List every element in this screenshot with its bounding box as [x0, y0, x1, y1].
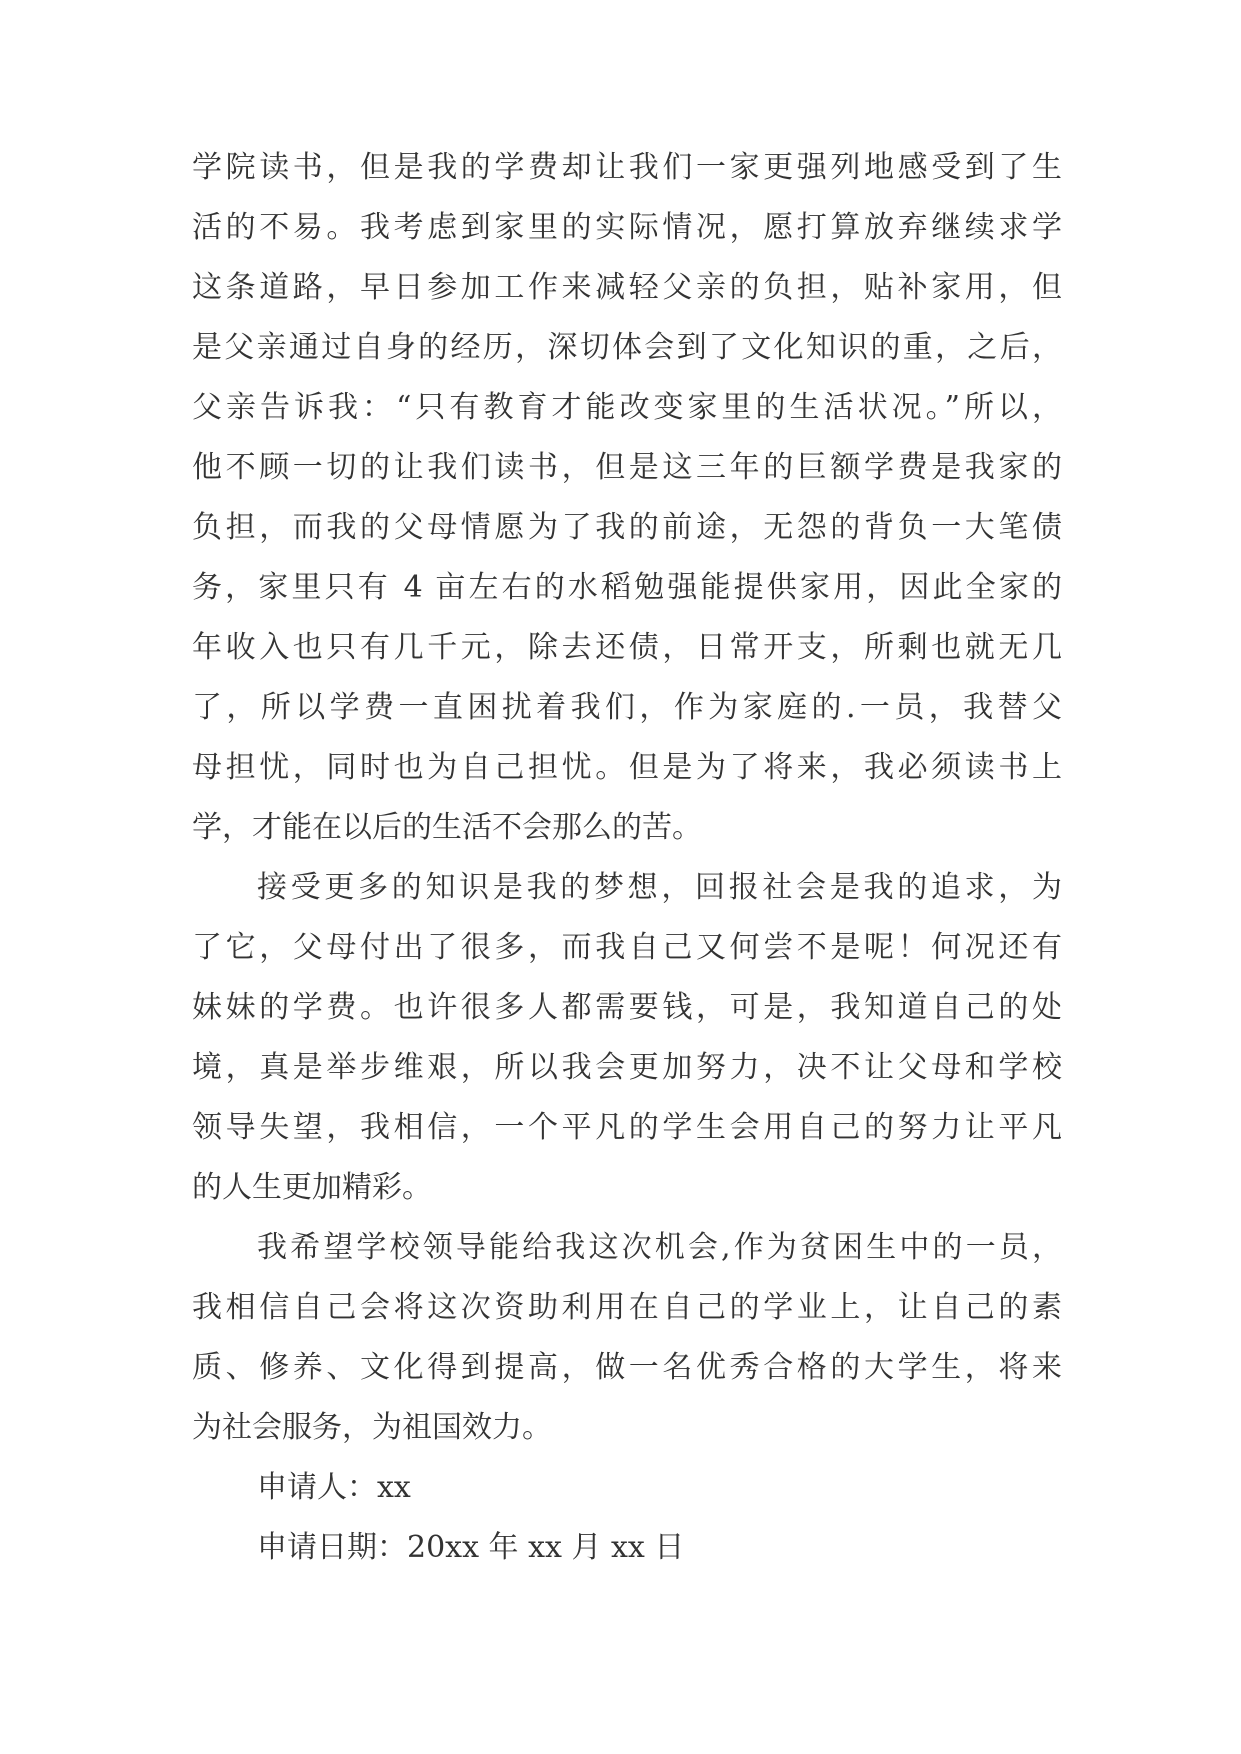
- paragraph-2-line-6: 的人生更加精彩。: [192, 1170, 432, 1205]
- paragraph-3-line-1: 我希望学校领导能给我这次机会,作为贫困生中的一员，: [257, 1230, 1062, 1265]
- applicant-line: 申请人：xx: [257, 1470, 411, 1505]
- paragraph-2-line-1: 接受更多的知识是我的梦想，回报社会是我的追求，为: [257, 870, 1062, 905]
- paragraph-1-line-11: 母担忧，同时也为自己担忧。但是为了将来，我必须读书上: [192, 750, 1062, 785]
- paragraph-1-line-6: 他不顾一切的让我们读书，但是这三年的巨额学费是我家的: [192, 450, 1062, 485]
- paragraph-2-line-5: 领导失望，我相信，一个平凡的学生会用自己的努力让平凡: [192, 1110, 1062, 1145]
- paragraph-1-line-1: 学院读书，但是我的学费却让我们一家更强列地感受到了生: [192, 150, 1062, 185]
- paragraph-1-line-2: 活的不易。我考虑到家里的实际情况，愿打算放弃继续求学: [192, 210, 1062, 245]
- paragraph-3-line-2: 我相信自己会将这次资助利用在自己的学业上，让自己的素: [192, 1290, 1062, 1325]
- paragraph-1-line-3: 这条道路，早日参加工作来减轻父亲的负担，贴补家用，但: [192, 270, 1062, 305]
- application-date-line: 申请日期：20xx 年 xx 月 xx 日: [257, 1530, 685, 1565]
- paragraph-1-line-7: 负担，而我的父母情愿为了我的前途，无怨的背负一大笔债: [192, 510, 1062, 545]
- paragraph-3-line-4: 为社会服务，为祖国效力。: [192, 1410, 552, 1445]
- paragraph-1-line-4: 是父亲通过自身的经历，深切体会到了文化知识的重，之后，: [192, 330, 1062, 365]
- paragraph-1-line-8: 务，家里只有 4 亩左右的水稻勉强能提供家用，因此全家的: [192, 570, 1062, 605]
- paragraph-2-line-4: 境，真是举步维艰，所以我会更加努力，决不让父母和学校: [192, 1050, 1062, 1085]
- paragraph-1-line-9: 年收入也只有几千元，除去还债，日常开支，所剩也就无几: [192, 630, 1062, 665]
- paragraph-1-line-5: 父亲告诉我：“只有教育才能改变家里的生活状况。”所以，: [192, 390, 1062, 425]
- paragraph-2-line-3: 妹妹的学费。也许很多人都需要钱，可是，我知道自己的处: [192, 990, 1062, 1025]
- paragraph-1-line-12: 学，才能在以后的生活不会那么的苦。: [192, 810, 702, 845]
- paragraph-2-line-2: 了它，父母付出了很多，而我自己又何尝不是呢！何况还有: [192, 930, 1062, 965]
- paragraph-3-line-3: 质、修养、文化得到提高，做一名优秀合格的大学生，将来: [192, 1350, 1062, 1385]
- paragraph-1-line-10: 了，所以学费一直困扰着我们，作为家庭的.一员，我替父: [192, 690, 1062, 725]
